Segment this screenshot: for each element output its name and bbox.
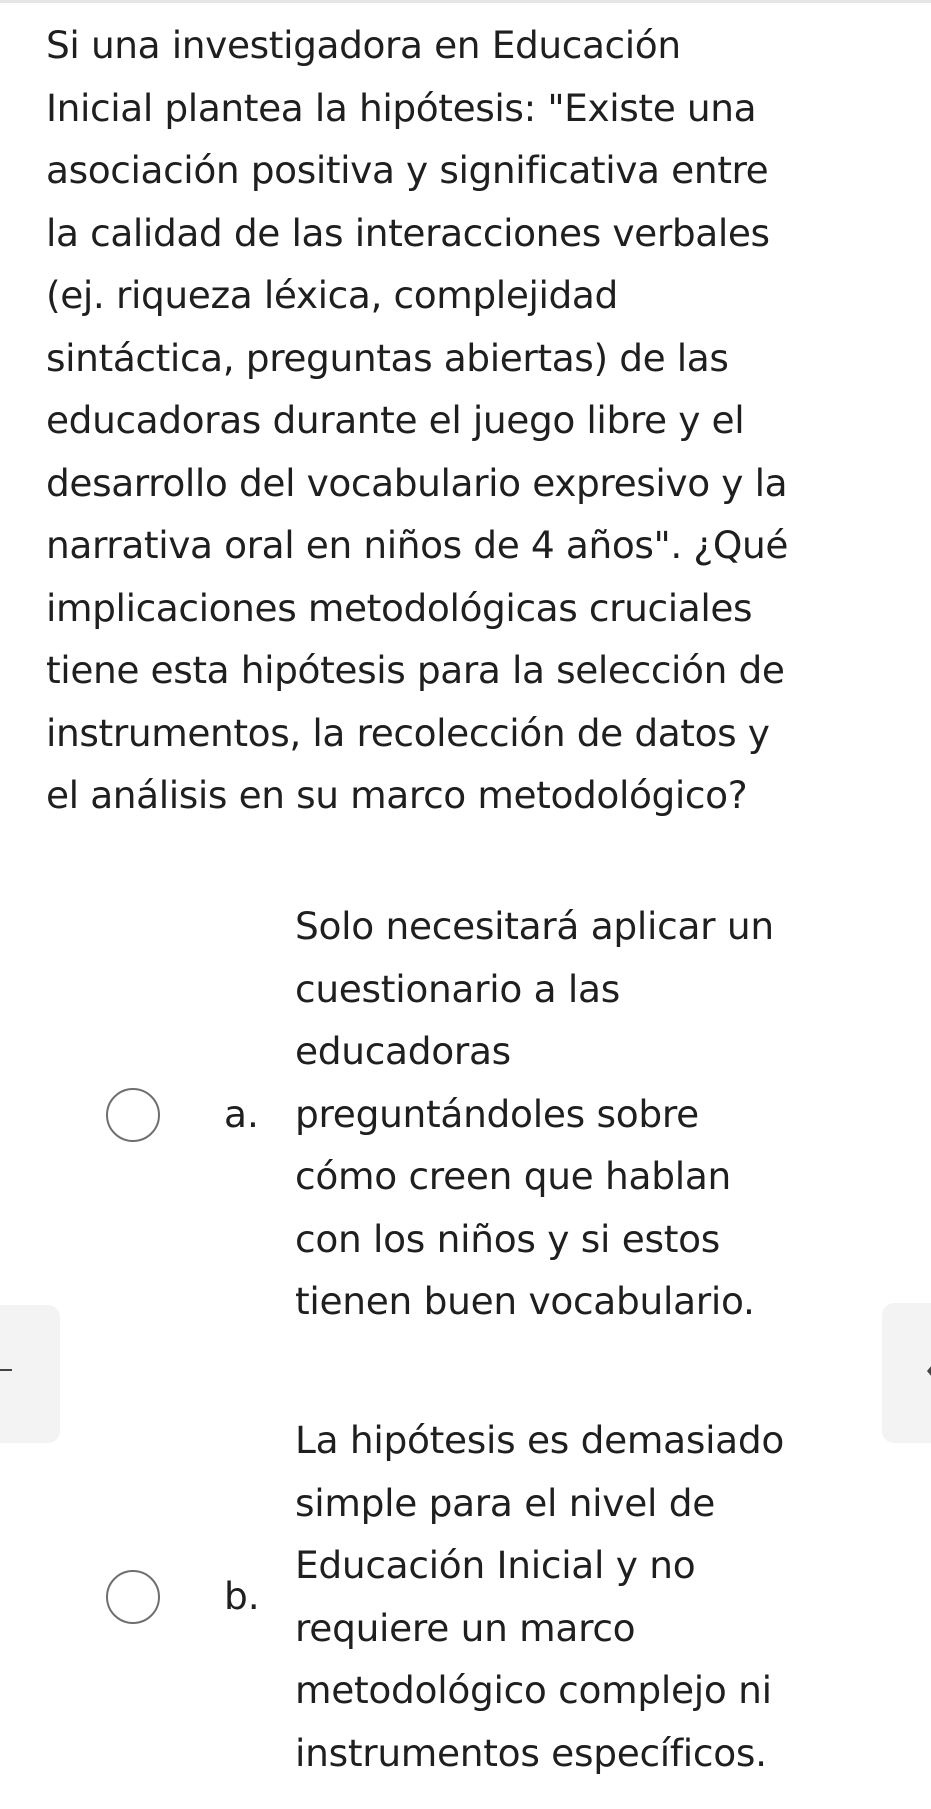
option-b-radio[interactable]	[106, 1570, 160, 1624]
question-line: implicaciones metodológicas cruciales	[46, 585, 753, 630]
option-a-text	[295, 895, 895, 1333]
next-arrow-icon	[927, 1365, 931, 1377]
option-a-line: con los niños y si estos	[295, 1216, 721, 1261]
question-line: educadoras durante el juego libre y el	[46, 398, 745, 442]
option-a[interactable]	[0, 895, 931, 1335]
option-b-line: La hipótesis es demasiado	[295, 1418, 785, 1462]
option-b-line: simple para el nivel de	[295, 1480, 715, 1525]
option-b[interactable]	[0, 1409, 931, 1799]
question-line: sintáctica, preguntas abiertas) de las	[46, 335, 729, 380]
question-line: el análisis en su marco metodológico?	[46, 773, 748, 817]
option-a-line: preguntándoles sobre	[295, 1091, 699, 1136]
option-a-radio[interactable]	[106, 1088, 160, 1142]
previous-button[interactable]	[0, 1305, 60, 1443]
question-line: Inicial plantea la hipótesis: "Existe una	[46, 85, 757, 130]
question-text	[46, 14, 906, 827]
option-a-line: cómo creen que hablan	[295, 1154, 731, 1198]
previous-arrow-icon	[0, 1369, 12, 1371]
option-a-line: Solo necesitará aplicar un	[295, 904, 774, 948]
question-line: (ej. riqueza léxica, complejidad	[46, 273, 618, 317]
top-divider	[0, 0, 931, 3]
option-b-line: instrumentos específicos.	[295, 1730, 767, 1775]
option-b-line: Educación Inicial y no	[295, 1543, 696, 1587]
option-a-line: educadoras	[295, 1029, 511, 1073]
question-line: la calidad de las interacciones verbales	[46, 210, 770, 255]
question-line: instrumentos, la recolección de datos y	[46, 710, 770, 755]
option-b-letter: b.	[224, 1574, 260, 1618]
question-line: tiene esta hipótesis para la selección de	[46, 648, 785, 692]
question-line: desarrollo del vocabulario expresivo y la	[46, 460, 788, 505]
question-line: asociación positiva y significativa entre	[46, 148, 769, 192]
option-b-text	[295, 1409, 895, 1784]
question-line: Si una investigadora en Educación	[46, 23, 681, 67]
option-a-line: tienen buen vocabulario.	[295, 1279, 755, 1323]
option-a-line: cuestionario a las	[295, 966, 620, 1011]
option-b-line: requiere un marco	[295, 1605, 636, 1650]
option-a-letter: a.	[224, 1092, 259, 1136]
next-button[interactable]	[882, 1303, 931, 1443]
option-b-line: metodológico complejo ni	[295, 1668, 772, 1712]
question-line: narrativa oral en niños de 4 años". ¿Qué	[46, 523, 789, 567]
